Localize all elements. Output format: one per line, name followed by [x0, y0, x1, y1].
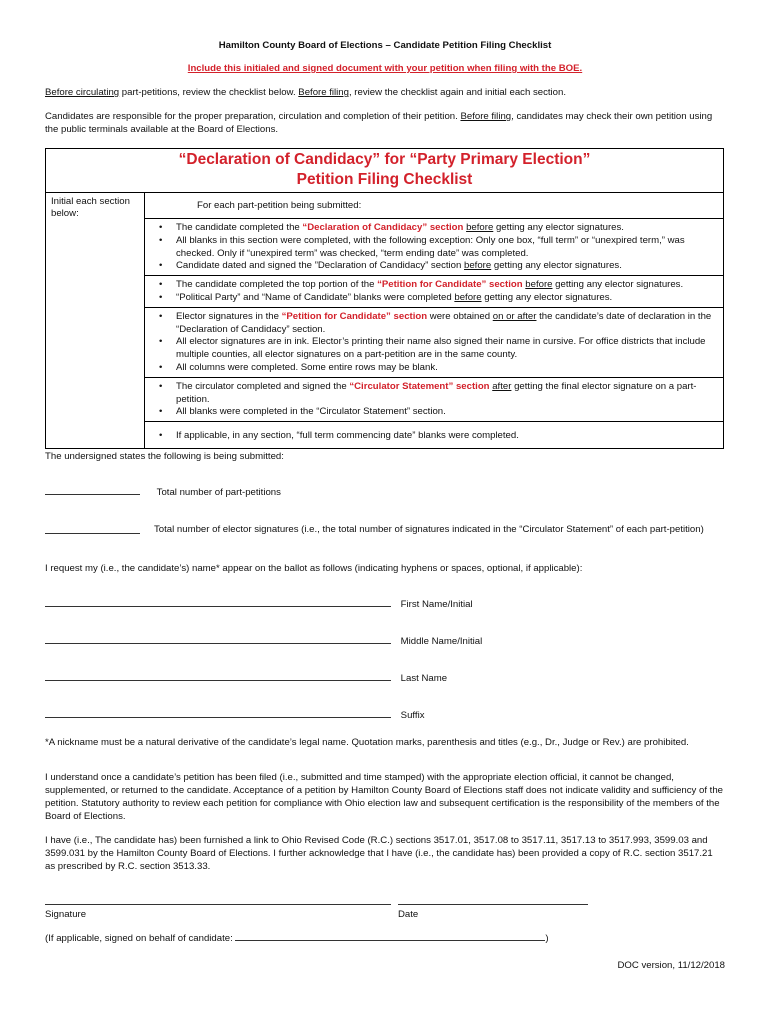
initial-column-label: Initial each section below:: [46, 193, 145, 449]
middle-name-field[interactable]: [45, 643, 391, 644]
intro2-text-end: , candidates may check their own petition using the public terminals available at the Board of Elections.: [45, 111, 713, 135]
middle-name-label: Middle Name/Initial: [400, 636, 483, 647]
last-name-field[interactable]: [45, 680, 391, 681]
checklist-item: • The candidate completed the top portion of the “Petition for Candidate” section before getting any elector signatures.: [65, 279, 717, 292]
checklist-heading-line1: “Declaration of Candidacy” for “Party Primary Election”: [178, 151, 591, 168]
part-petitions-row: [45, 487, 725, 498]
behalf-label: (If applicable, signed on behalf of candidate:: [45, 933, 236, 944]
checklist-item: • “Political Party” and “Name of Candidate” blanks were completed before getting any elector signatures.: [65, 292, 717, 305]
petition-checklist-table: [45, 148, 724, 449]
checklist-item: • Elector signatures in the “Petition for Candidate” section were obtained on or after the candidate’s date of declaration in the “Declaration of Candidacy” section.: [65, 311, 717, 337]
intro2-text: Candidates are responsible for the proper preparation, circulation and completion of their petition.: [45, 111, 461, 122]
intro-paragraph-2: [45, 110, 725, 136]
last-name-row: [45, 673, 725, 684]
nickname-note: *A nickname must be a natural derivative of the candidate’s legal name. Quotation marks, parenthesis and titles (e.g., Dr., Judge or Rev.) are prohibited.: [45, 737, 689, 748]
suffix-row: [45, 710, 725, 721]
behalf-field[interactable]: [235, 940, 545, 941]
checklist-item: • If applicable, in any section, “full term commencing date” blanks were completed.: [65, 430, 717, 443]
checklist-item: • The circulator completed and signed the “Circulator Statement” section after getting the final elector signature on a part-petition.: [65, 381, 717, 407]
part-petitions-label: Total number of part-petitions: [156, 487, 281, 498]
signature-field[interactable]: [45, 904, 391, 905]
checklist-section-4[interactable]: [145, 377, 724, 421]
suffix-label: Suffix: [400, 710, 425, 721]
elector-signatures-label: Total number of elector signatures (i.e., the total number of signatures indicated in the “Circulator Statement” of each part-petition): [154, 524, 704, 535]
checklist-item: • All columns were completed. Some entire rows may be blank.: [65, 362, 717, 375]
document-version: DOC version, 11/12/2018: [617, 960, 725, 971]
page-title: Hamilton County Board of Elections – Candidate Petition Filing Checklist: [218, 40, 552, 51]
behalf-close: ): [545, 933, 549, 944]
last-name-label: Last Name: [400, 673, 448, 684]
intro1-text-end: , review the checklist again and initial each section.: [348, 87, 567, 98]
signature-label: Signature: [45, 909, 87, 920]
intro1-text: part-petitions, review the checklist below.: [119, 87, 299, 98]
checklist-item: • The candidate completed the “Declaration of Candidacy” section before getting any elector signatures.: [65, 222, 717, 235]
first-name-field[interactable]: [45, 606, 391, 607]
checklist-item: • All blanks in this section were completed, with the following exception: Only one box, “full term” or “unexpired term,” was checked. Only if “unexpired term” was checked, “term ending date” was completed.: [65, 235, 717, 261]
part-petitions-count-field[interactable]: [45, 494, 140, 495]
before-circulating-text: Before circulating: [45, 87, 120, 98]
checklist-section-1[interactable]: [145, 219, 724, 276]
date-field[interactable]: [398, 904, 588, 905]
filing-instruction: Include this initialed and signed document with your petition when filing with the BOE.: [187, 63, 583, 74]
understanding-statement: I understand once a candidate’s petition has been filed (i.e., submitted and time stamped) with the appropriate election official, it cannot be changed, supplemented, or returned to the candidate. Acceptance of a petition by Hamilton County Board of Elections staff does not indicate validity and sufficiency of the petition. Statutory authority to review each petition for compliance with Ohio election law and subsequent certification is the responsibility of the members of the Board of Elections.: [45, 772, 724, 822]
intro-paragraph-1: [45, 86, 725, 99]
first-name-label: First Name/Initial: [400, 599, 473, 610]
first-name-row: [45, 599, 725, 610]
part-petition-label: For each part-petition being submitted:: [145, 193, 724, 219]
checklist-item: • All elector signatures are in ink. Elector’s printing their name also signed their name in cursive. For office districts that include multiple counties, all elector signatures on a part-petition are in the same county.: [65, 336, 717, 362]
submission-intro: The undersigned states the following is being submitted:: [45, 451, 284, 462]
orc-acknowledgement: I have (i.e., The candidate has) been furnished a link to Ohio Revised Code (R.C.) sections 3517.01, 3517.08 to 3517.11, 3517.13 to 3517.993, 3599.03 and 3599.031 by the Hamilton County Board of Elections. I further acknowledge that I have (i.e., the candidate has) been provided a copy of R.C. section 3517.21 as prescribed by R.C. section 3513.33.: [45, 835, 713, 872]
checklist-heading: [46, 149, 724, 193]
behalf-row: [45, 933, 725, 944]
checklist-heading-line2: Petition Filing Checklist: [296, 171, 473, 188]
middle-name-row: [45, 636, 725, 647]
name-request-intro: I request my (i.e., the candidate’s) name* appear on the ballot as follows (indicating hyphens or spaces, optional, if applicable):: [45, 563, 583, 574]
checklist-section-5[interactable]: [145, 422, 724, 449]
suffix-field[interactable]: [45, 717, 391, 718]
before-filing-text-2: Before filing: [460, 111, 512, 122]
checklist-section-2[interactable]: [145, 276, 724, 308]
date-label: Date: [398, 909, 419, 920]
elector-signatures-row: [45, 523, 725, 536]
elector-signatures-count-field[interactable]: [45, 533, 140, 534]
checklist-item: • All blanks were completed in the “Circulator Statement” section.: [65, 406, 717, 419]
before-filing-text: Before filing: [298, 87, 349, 98]
checklist-item: • Candidate dated and signed the ”Declaration of Candidacy” section before getting any elector signatures.: [65, 260, 717, 273]
checklist-section-3[interactable]: [145, 307, 724, 377]
